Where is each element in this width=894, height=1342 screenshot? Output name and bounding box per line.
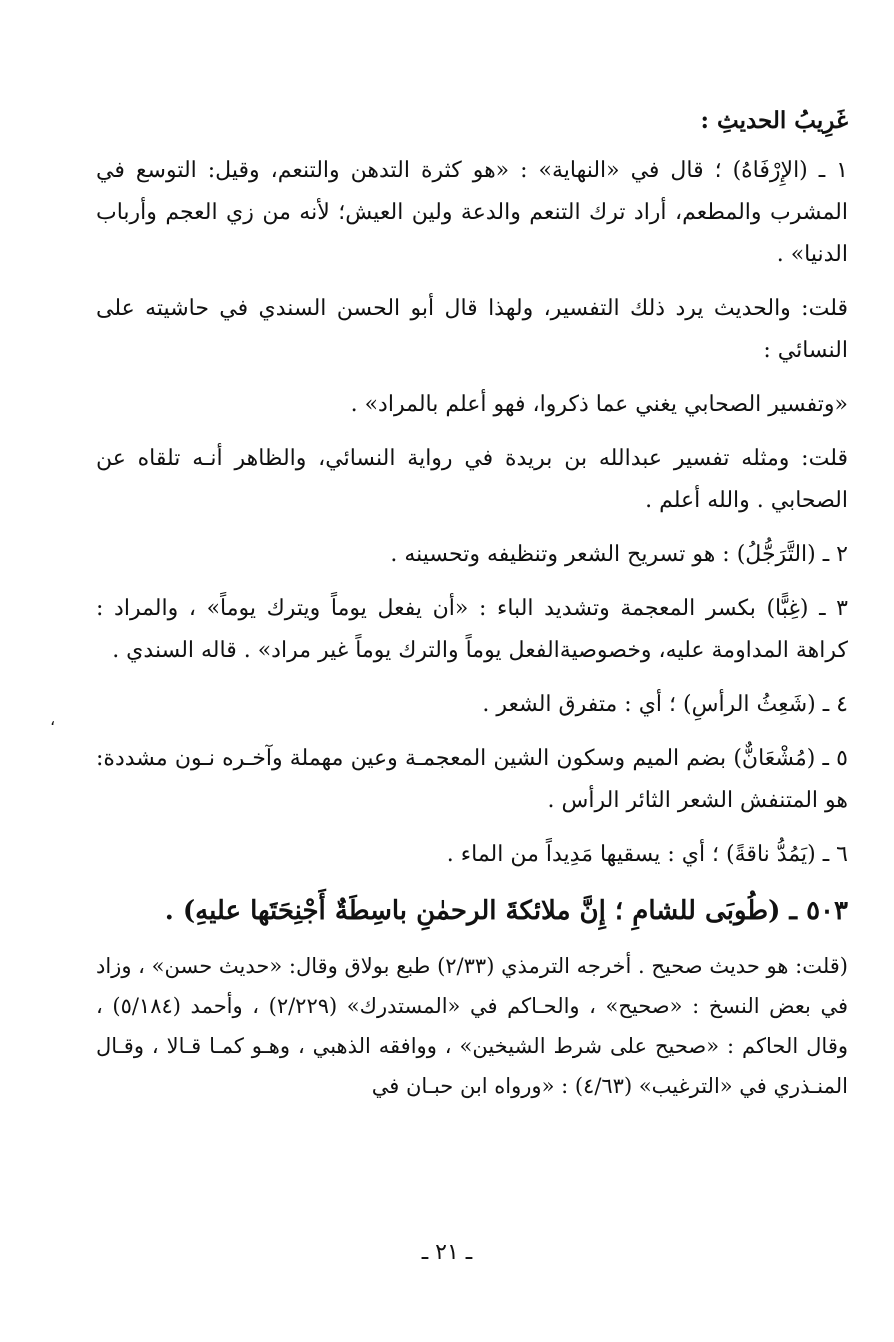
paragraph: «وتفسير الصحابي يغني عما ذكروا، فهو أعلم بالمراد» . [350,392,848,417]
paragraph: ١ ـ (الإِرْفَاهُ) ؛ قال في «النهاية» : «هو كثرة التدهن والتنعم، وقيل: التوسع في المشرب والمطعم، أراد ترك التنعم والدعة ولين العيش؛ لأنه من زي العجم وأرباب الدنيا» . [96,158,848,267]
paragraph: ٦ ـ (يَمُدُّ ناقةً) ؛ أي : يسقيها مَدِيداً من الماء . [446,842,848,867]
paragraph: ٥ ـ (مُشْعَانٌّ) بضم الميم وسكون الشين المعجمـة وعين مهملة وآخـره نـون مشددة: هو المتنفش الشعر الثائر الرأس . [96,746,848,813]
paragraph: قلت: ومثله تفسير عبدالله بن بريدة في رواية النسائي، والظاهر أنـه تلقاه عن الصحابي . والله أعلم . [96,446,848,513]
section-heading: غَرِيبُ الحديثِ : [700,107,848,134]
paragraph: ٣ ـ (غِبًّا) بكسر المعجمة وتشديد الباء : «أن يفعل يوماً ويترك يوماً» ، والمراد : كراهة المداومة عليه، وخصوصيةالفعل يوماً والترك يوماً غير مراد» . قاله السندي . [96,596,848,663]
takhrij-paragraph: (قلت: هو حديث صحيح . أخرجه الترمذي (٢/٣٣) طبع بولاق وقال: «حديث حسن» ، وزاد في بعض النسخ : «صحيح» ، والحـاكم في «المستدرك» (٢/٢٢٩) ، وأحمد (٥/١٨٤) ، وقال الحاكم : «صحيح على شرط الشيخين» ، ووافقه الذهبي ، وهـو كمـا قـالا ، وقـال المنـذري في «الترغيب» (٤/٦٣) : «ورواه ابن حبـان في [96,954,848,1098]
paragraph: ٢ ـ (التَّرَجُّلُ) : هو تسريح الشعر وتنظيفه وتحسينه . [390,542,848,567]
margin-mark: ، [50,710,56,729]
page-number: ـ ٢١ ـ [421,1240,473,1265]
page-body [96,100,848,1106]
hadith-title: ٥٠٣ ـ (طُوبَى للشامِ ؛ إِنَّ ملائكةَ الرحمٰنِ باسِطَةٌ أَجْنِحَتَها عليهِ) . [164,896,848,926]
paragraph: ٤ ـ (شَعِثُ الرأسِ) ؛ أي : متفرق الشعر . [482,692,848,717]
paragraph: قلت: والحديث يرد ذلك التفسير، ولهذا قال أبو الحسن السندي في حاشيته على النسائي : [96,296,848,363]
